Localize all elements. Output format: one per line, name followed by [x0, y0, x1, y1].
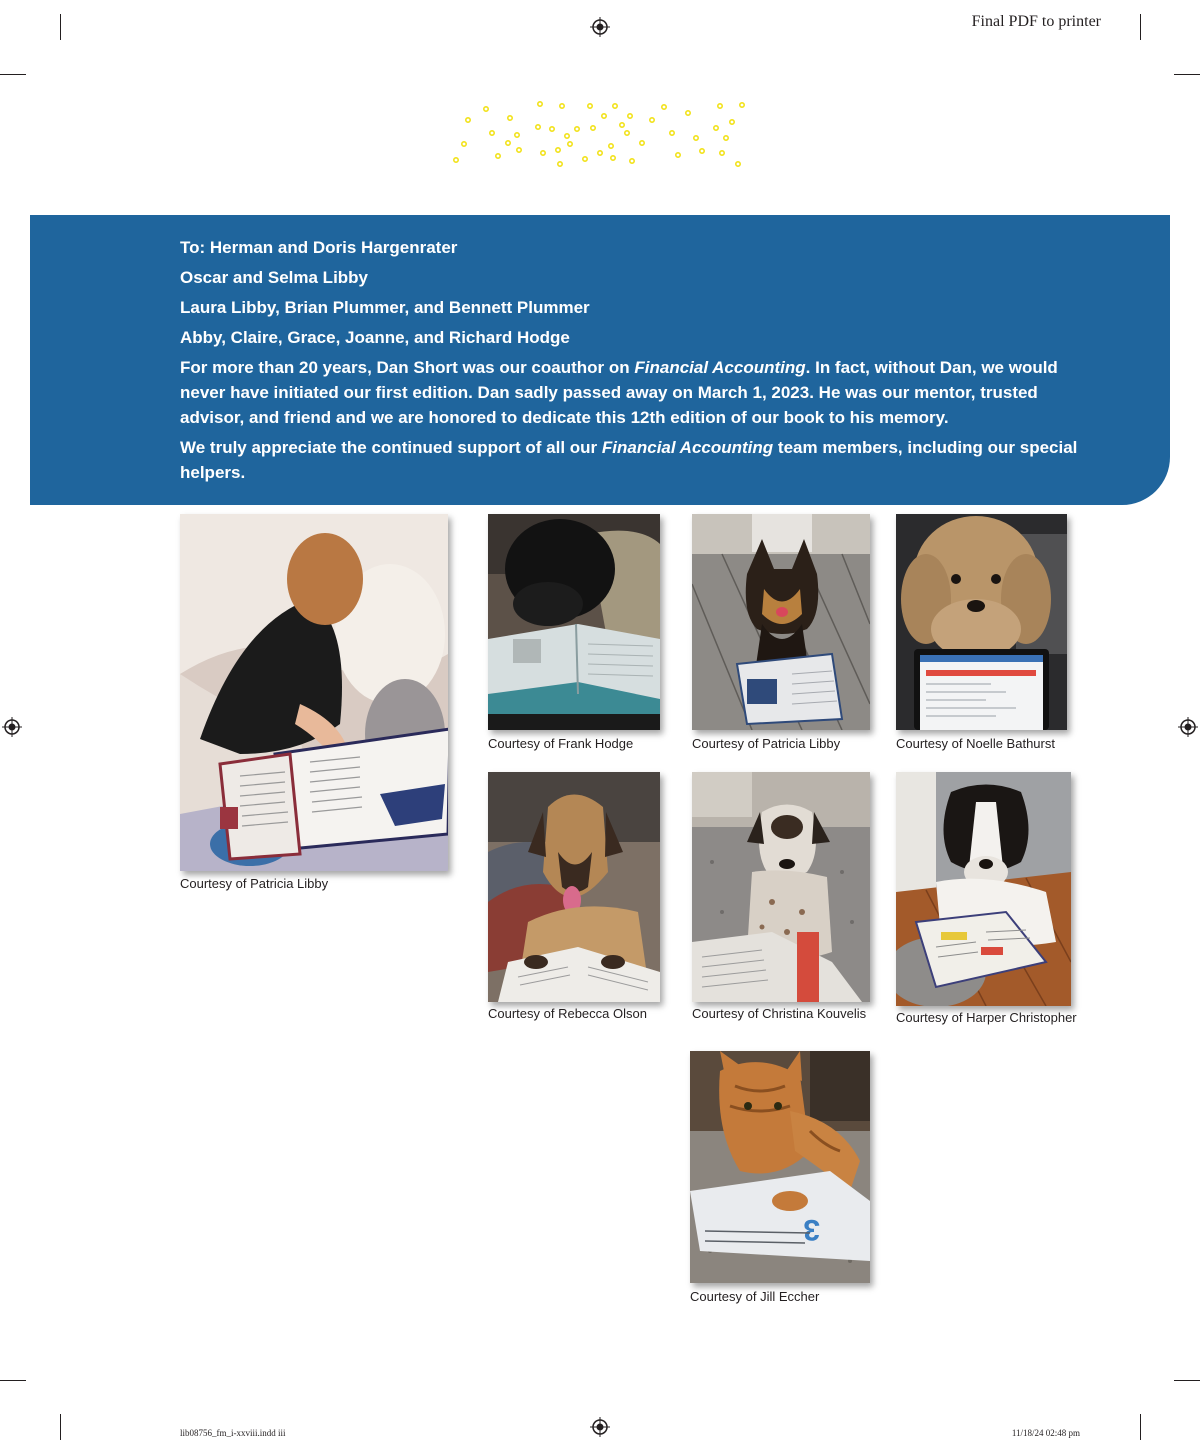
dedication-text — [180, 235, 1080, 490]
crop-mark — [60, 14, 61, 40]
photo-saint-bernard — [896, 772, 1071, 1006]
photo-great-dane — [488, 772, 660, 1002]
photo-caption: Courtesy of Rebecca Olson — [488, 1006, 647, 1021]
decorative-dot-pattern — [452, 100, 748, 168]
printer-status-label: Final PDF to printer — [971, 13, 1101, 30]
photo-shepherd-dog — [692, 514, 870, 730]
registration-mark-icon — [2, 717, 22, 737]
appreciation-paragraph: We truly appreciate the continued support of all our Financial Accounting team members, including our special helpers. — [180, 438, 1078, 482]
photo-caption: Courtesy of Harper Christopher — [896, 1010, 1077, 1025]
dedication-line: To: Herman and Doris Hargenrater — [180, 238, 458, 257]
dedication-banner — [30, 215, 1170, 505]
photo-caption: Courtesy of Patricia Libby — [692, 736, 841, 751]
crop-mark — [0, 1380, 26, 1381]
photo-caption: Courtesy of Patricia Libby — [180, 876, 329, 891]
photo-caption: Courtesy of Jill Eccher — [690, 1289, 820, 1304]
photo-black-dog — [488, 514, 660, 730]
memorial-paragraph: For more than 20 years, Dan Short was our coauthor on Financial Accounting. In fact, without Dan, we would never have initiated our first edition. Dan sadly passed away on March 1, 2023. He was our mentor, trusted advisor, and friend and we are honored to dedicate this 12th edition of our book to his memory. — [180, 358, 1058, 427]
crop-mark — [0, 74, 26, 75]
svg-text:3: 3 — [803, 1213, 820, 1246]
photo-spotted-dog — [692, 772, 870, 1002]
crop-mark — [1140, 1414, 1141, 1440]
crop-mark — [1174, 1380, 1200, 1381]
registration-mark-icon — [590, 17, 610, 37]
book-title: Financial Accounting — [601, 438, 774, 457]
photo-doodle-dog — [896, 514, 1067, 730]
book-title: Financial Accounting — [634, 358, 806, 377]
footer-timestamp: 11/18/24 02:48 pm — [1011, 1428, 1080, 1438]
photo-orange-cat — [690, 1051, 870, 1283]
photo-child-reading — [180, 514, 448, 871]
crop-mark — [1174, 74, 1200, 75]
photo-caption: Courtesy of Frank Hodge — [488, 736, 634, 751]
photo-caption: Courtesy of Christina Kouvelis — [692, 1006, 867, 1021]
crop-mark — [1140, 14, 1141, 40]
crop-mark — [60, 1414, 61, 1440]
dedication-line: Laura Libby, Brian Plummer, and Bennett Plummer — [180, 298, 590, 317]
footer-file-info: lib08756_fm_i-xxviii.indd iii — [180, 1428, 286, 1438]
photo-caption: Courtesy of Noelle Bathurst — [896, 736, 1055, 751]
registration-mark-icon — [590, 1417, 610, 1437]
dedication-line: Abby, Claire, Grace, Joanne, and Richard Hodge — [180, 328, 570, 347]
dedication-line: Oscar and Selma Libby — [180, 268, 369, 287]
registration-mark-icon — [1178, 717, 1198, 737]
